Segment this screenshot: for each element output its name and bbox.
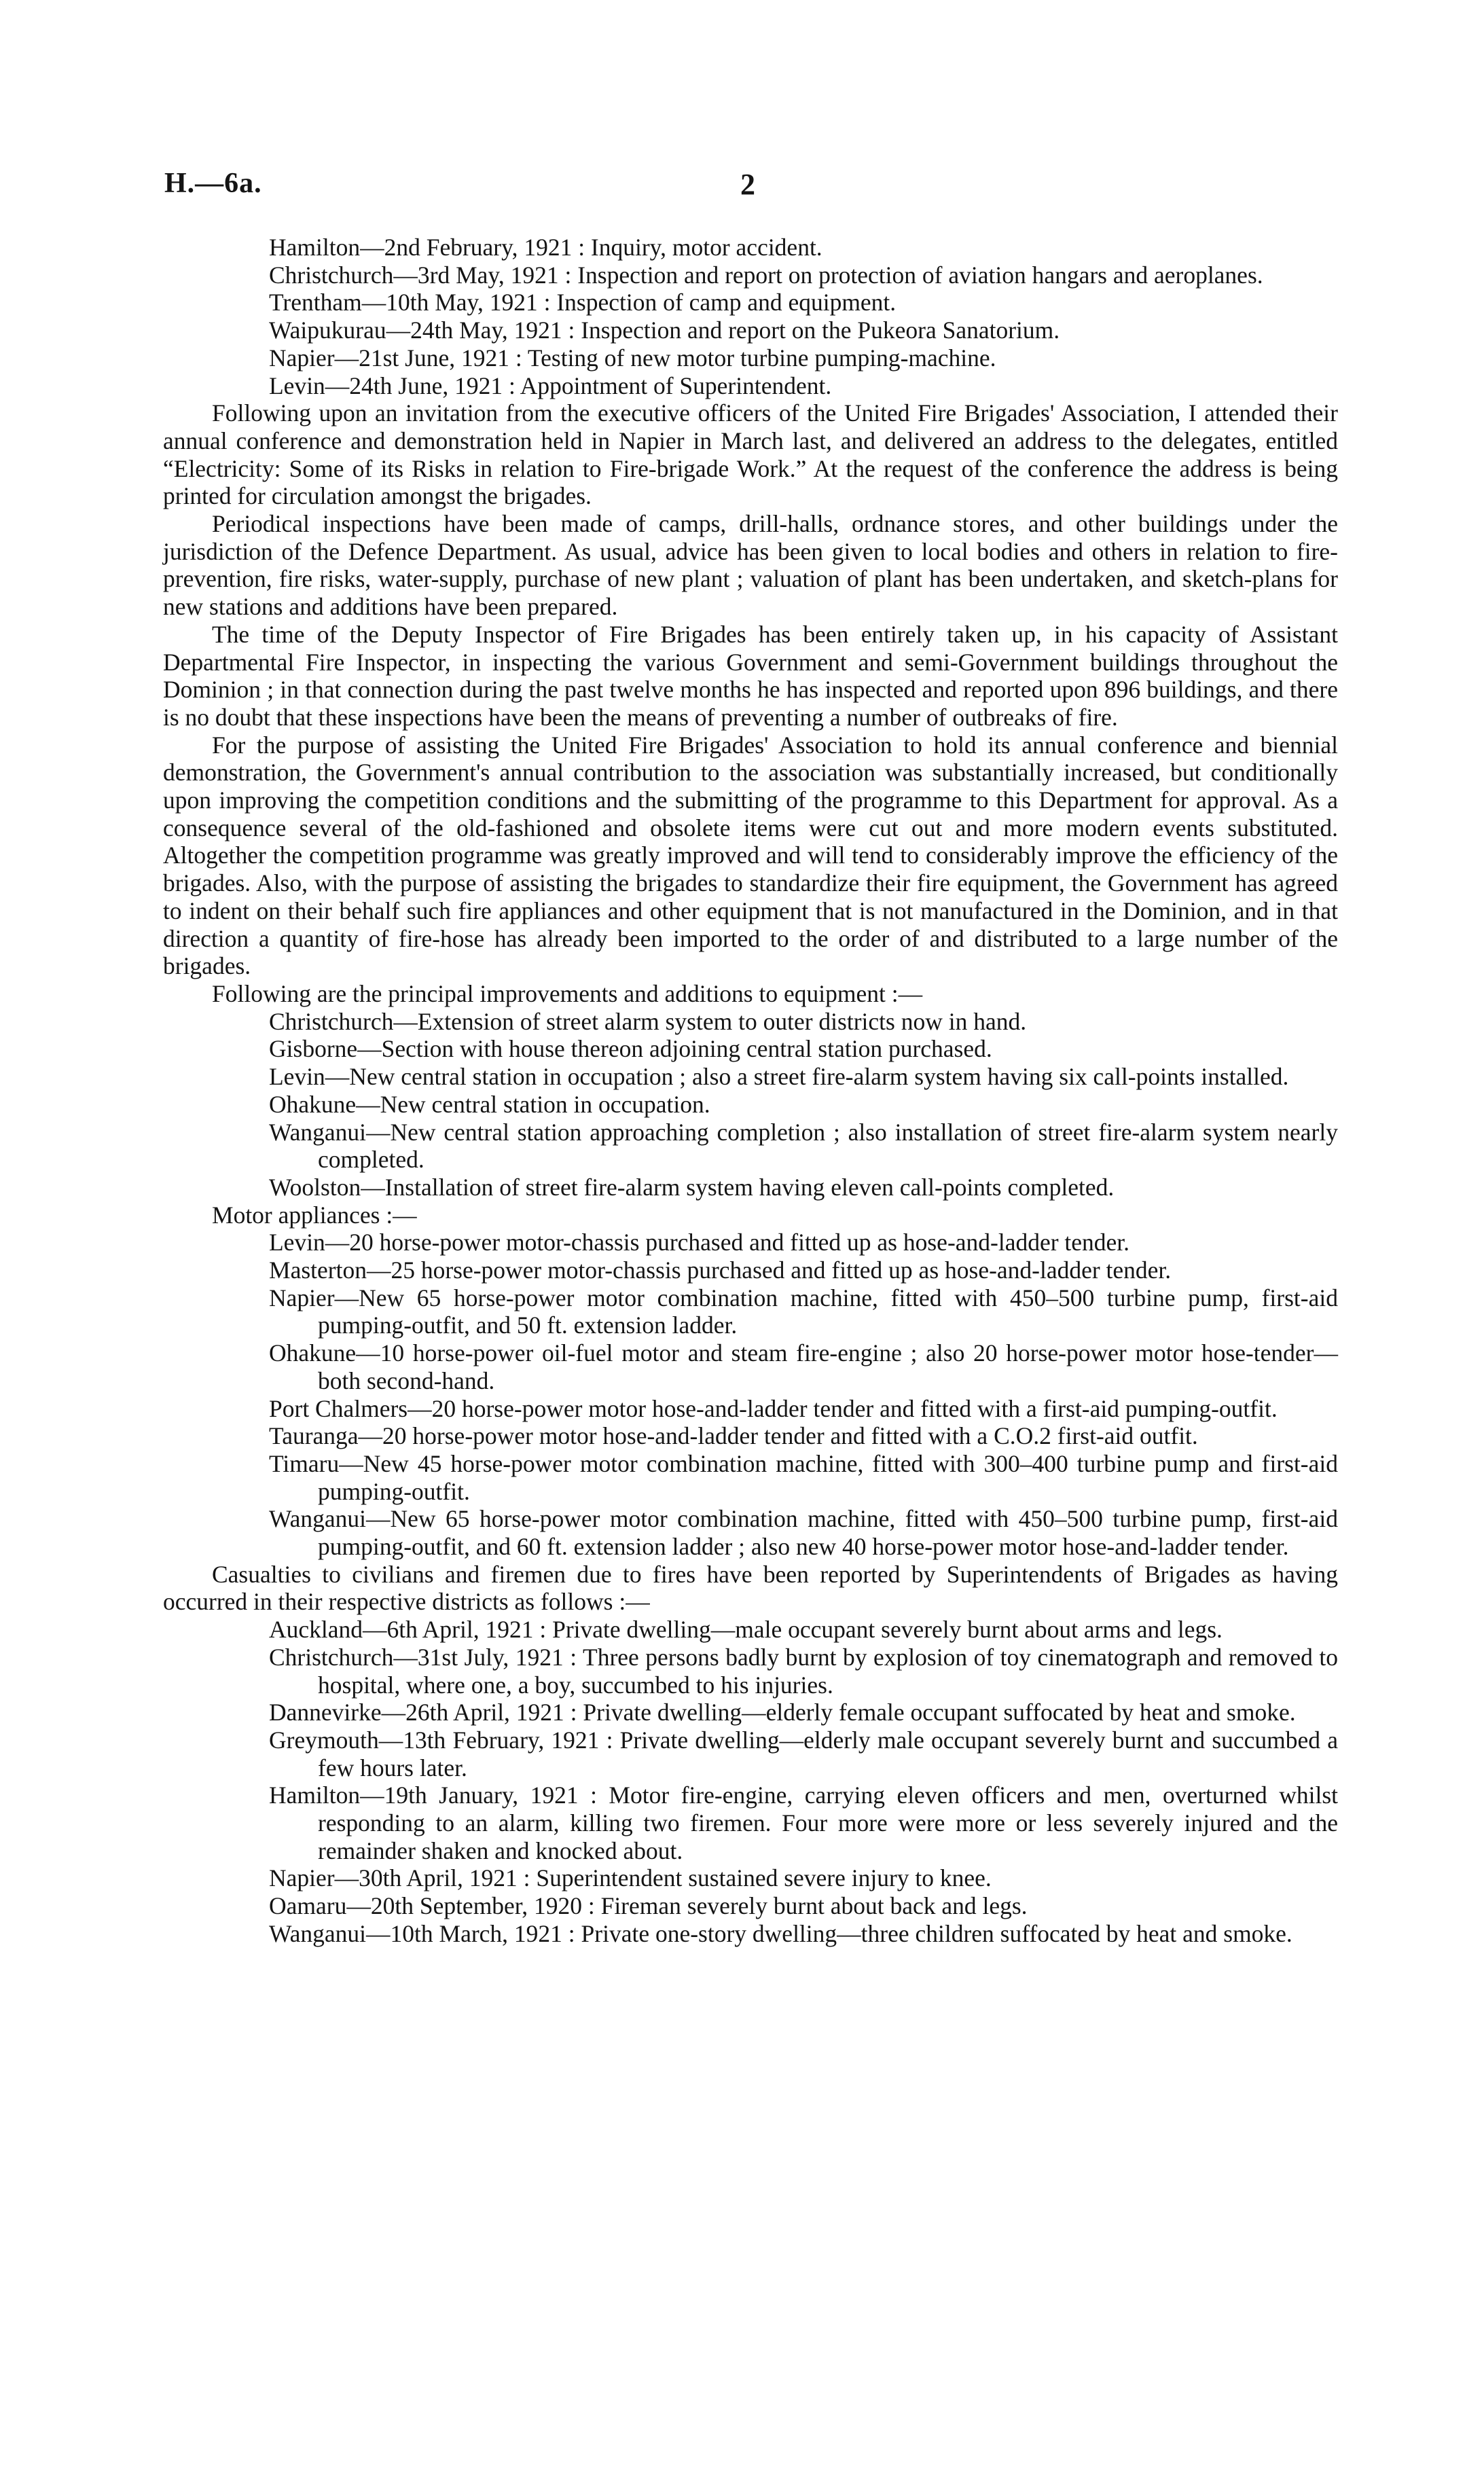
paragraph-conference: Following upon an invitation from the executive officers of the United Fire Brigades' Association, I attended their annual conference and demonstration held in Napier in March last, and delivered an address to the delegates, entitled “Electricity: Some of its Risks in relation to Fire-brigade Work.” At the request of the conference the address is being printed for circulation amongst the brigades. xyxy=(163,399,1338,510)
inquiry-item: Christchurch—3rd May, 1921 : Inspection and report on protection of aviation hangars and aeroplanes. xyxy=(269,261,1263,289)
improvement-item: Christchurch—Extension of street alarm system to outer districts now in hand. xyxy=(269,1007,1027,1035)
improvement-item: Wanganui—New central station approaching completion ; also installation of street fire-alarm system nearly completed. xyxy=(269,1118,1338,1174)
motor-appliances-intro: Motor appliances :— xyxy=(212,1201,417,1229)
page-number: 2 xyxy=(740,168,755,201)
casualty-item: Auckland—6th April, 1921 : Private dwelling—male occupant severely burnt about arms and legs. xyxy=(269,1616,1223,1644)
improvement-item: Woolston—Installation of street fire-alarm system having eleven call-points completed. xyxy=(269,1173,1115,1201)
document-reference: H.—6a. xyxy=(164,168,262,199)
motor-appliance-item: Levin—20 horse-power motor-chassis purchased and fitted up as hose-and-ladder tender. xyxy=(269,1229,1130,1256)
improvement-item: Levin—New central station in occupation ; also a street fire-alarm system having six call-points installed. xyxy=(269,1063,1289,1091)
motor-appliance-item: Napier—New 65 horse-power motor combination machine, fitted with 450–500 turbine pump, first-aid pumping-outfit, and 50 ft. extension ladder. xyxy=(269,1284,1338,1339)
inquiry-item: Hamilton—2nd February, 1921 : Inquiry, motor accident. xyxy=(269,234,822,261)
document-body xyxy=(163,234,1338,1948)
motor-appliance-item: Masterton—25 horse-power motor-chassis purchased and fitted up as hose-and-ladder tender. xyxy=(269,1256,1172,1284)
casualty-item: Wanganui—10th March, 1921 : Private one-story dwelling—three children suffocated by heat and smoke. xyxy=(269,1919,1292,1947)
motor-appliance-item: Wanganui—New 65 horse-power motor combination machine, fitted with 450–500 turbine pump, first-aid pumping-outfit, and 60 ft. extension ladder ; also new 40 horse-power motor hose-and-ladder tender. xyxy=(269,1505,1338,1561)
improvement-item: Ohakune—New central station in occupation. xyxy=(269,1090,710,1118)
improvements-intro: Following are the principal improvements and additions to equipment :— xyxy=(212,979,923,1007)
motor-appliance-item: Tauranga—20 horse-power motor hose-and-ladder tender and fitted with a C.O.2 first-aid outfit. xyxy=(269,1422,1198,1450)
paragraph-inspections: Periodical inspections have been made of camps, drill-halls, ordnance stores, and other buildings under the jurisdiction of the Defence Department. As usual, advice has been given to local bodies and others in relation to fire-prevention, fire risks, water-supply, purchase of new plant ; valuation of plant has been undertaken, and sketch-plans for new stations and additions have been prepared. xyxy=(163,510,1338,621)
casualties-intro: Casualties to civilians and firemen due to fires have been reported by Superintendents of Brigades as having occurred in their respective districts as follows :— xyxy=(163,1560,1338,1616)
paragraph-deputy-inspector: The time of the Deputy Inspector of Fire Brigades has been entirely taken up, in his capacity of Assistant Departmental Fire Inspector, in inspecting the various Government and semi-Government buildings throughout the Dominion ; in that connection during the past twelve months he has inspected and reported upon 896 buildings, and there is no doubt that these inspections have been the means of preventing a number of outbreaks of fire. xyxy=(163,620,1338,731)
improvement-item: Gisborne—Section with house thereon adjoining central station purchased. xyxy=(269,1035,992,1063)
casualty-item: Christchurch—31st July, 1921 : Three persons badly burnt by explosion of toy cinematograph and removed to hospital, where one, a boy, succumbed to his injuries. xyxy=(269,1643,1338,1699)
casualty-item: Dannevirke—26th April, 1921 : Private dwelling—elderly female occupant suffocated by heat and smoke. xyxy=(269,1699,1296,1726)
page-header xyxy=(0,167,1484,211)
motor-appliance-item: Ohakune—10 horse-power oil-fuel motor and steam fire-engine ; also 20 horse-power motor hose-tender—both second-hand. xyxy=(269,1339,1338,1394)
inquiry-item: Napier—21st June, 1921 : Testing of new motor turbine pumping-machine. xyxy=(269,344,996,372)
inquiry-item: Levin—24th June, 1921 : Appointment of Superintendent. xyxy=(269,372,832,399)
casualty-item: Oamaru—20th September, 1920 : Fireman severely burnt about back and legs. xyxy=(269,1892,1028,1920)
casualty-item: Napier—30th April, 1921 : Superintendent sustained severe injury to knee. xyxy=(269,1864,992,1892)
inquiry-item: Trentham—10th May, 1921 : Inspection of camp and equipment. xyxy=(269,289,897,316)
paragraph-association: For the purpose of assisting the United Fire Brigades' Association to hold its annual conference and biennial demonstration, the Government's annual contribution to the association was substantially increased, but conditionally upon improving the competition conditions and the submitting of the programme to this Department for approval. As a consequence several of the old-fashioned and obsolete items were cut out and more modern events substituted. Altogether the competition programme was greatly improved and will tend to considerably improve the efficiency of the brigades. Also, with the purpose of assisting the brigades to standardize their fire equipment, the Government has agreed to indent on their behalf such fire appliances and other equipment that is not manufactured in the Dominion, and in that direction a quantity of fire-hose has already been imported to the order of and distributed to a large number of the brigades. xyxy=(163,731,1338,980)
motor-appliance-item: Timaru—New 45 horse-power motor combination machine, fitted with 300–400 turbine pump and first-aid pumping-outfit. xyxy=(269,1449,1338,1505)
casualty-item: Hamilton—19th January, 1921 : Motor fire-engine, carrying eleven officers and men, overturned whilst responding to an alarm, killing two firemen. Four more were more or less severely injured and the remainder shaken and knocked about. xyxy=(269,1781,1338,1864)
motor-appliance-item: Port Chalmers—20 horse-power motor hose-and-ladder tender and fitted with a first-aid pumping-outfit. xyxy=(269,1394,1278,1422)
casualty-item: Greymouth—13th February, 1921 : Private dwelling—elderly male occupant severely burnt and succumbed a few hours later. xyxy=(269,1726,1338,1781)
inquiry-item: Waipukurau—24th May, 1921 : Inspection and report on the Pukeora Sanatorium. xyxy=(269,316,1060,344)
